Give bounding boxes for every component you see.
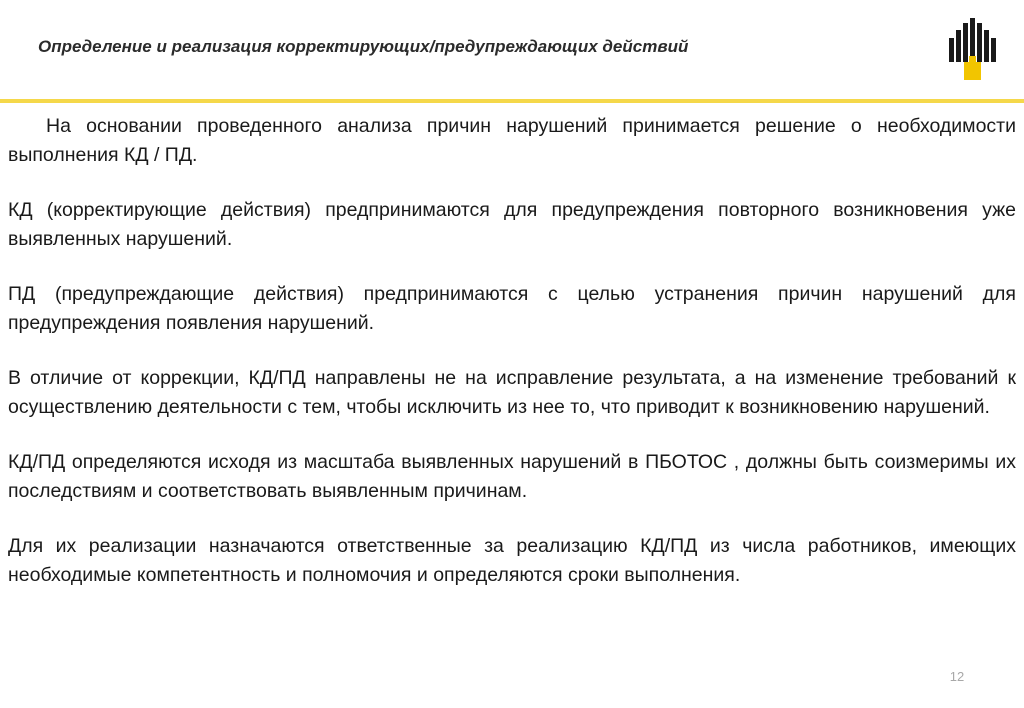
slide-body [8,112,1016,616]
slide-header [0,0,1024,100]
slide-title: Определение и реализация корректирующих/предупреждающих действий [38,37,689,56]
paragraph-responsibility: Для их реализации назначаются ответственные за реализацию КД/ПД из числа работников, имеющих необходимые компетентность и полномочия и определяются сроки выполнения. [8,535,1016,586]
paragraph-corrective-actions: КД (корректирующие действия) предпринимаются для предупреждения повторного возникновения уже выявленных нарушений. [8,199,1016,250]
header-divider [0,99,1024,103]
paragraph-decision: На основании проведенного анализа причин нарушений принимается решение о необходимости выполнения КД / ПД. [8,115,1016,166]
page-number: 12 [949,669,965,684]
paragraph-difference-from-correction: В отличие от коррекции, КД/ПД направлены не на исправление результата, а на изменение требований к осуществлению деятельности с тем, чтобы исключить из нее то, что приводит к возникновению нарушений. [8,367,1016,418]
rosneft-logo-icon [945,12,1001,84]
paragraph-scale: КД/ПД определяются исходя из масштаба выявленных нарушений в ПБОТОС , должны быть соизмеримы их последствиям и соответствовать выявленным причинам. [8,451,1016,502]
paragraph-preventive-actions: ПД (предупреждающие действия) предпринимаются с целью устранения причин нарушений для предупреждения появления нарушений. [8,283,1016,334]
